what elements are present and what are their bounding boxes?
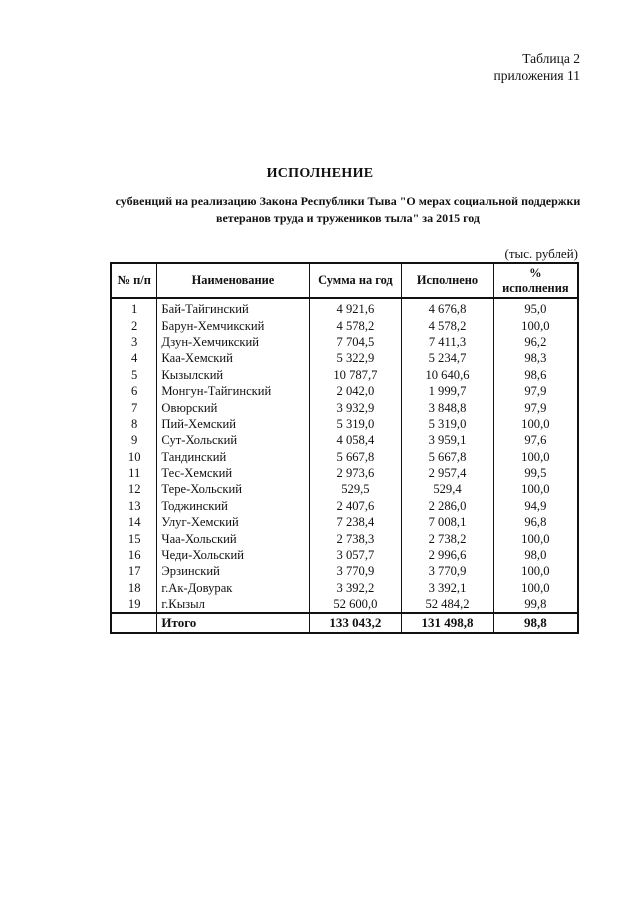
table-row [111,298,578,317]
execution-percent: 98,3 [493,350,578,366]
header-num: № п/п [111,263,157,298]
table-row [111,449,578,465]
row-number: 13 [111,498,157,514]
executed-amount: 7 008,1 [402,514,493,530]
execution-percent: 98,6 [493,367,578,383]
table-row [111,563,578,579]
row-number: 9 [111,432,157,448]
subtitle-line-2: ветеранов труда и тружеников тыла" за 2015 год [216,211,480,225]
table-row [111,547,578,563]
annual-amount: 7 238,4 [309,514,402,530]
annual-amount: 2 738,3 [309,530,402,546]
total-row [111,613,578,633]
district-name: Сут-Хольский [157,432,309,448]
district-name: Дзун-Хемчикский [157,334,309,350]
document-title: ИСПОЛНЕНИЕ [266,166,374,181]
units-note: (тыс. рублей) [504,246,578,261]
annual-amount: 4 921,6 [309,298,402,317]
table-body [111,298,578,613]
district-name: г.Кызыл [157,596,309,613]
table-row [111,514,578,530]
executed-amount: 3 770,9 [402,563,493,579]
executed-amount: 2 996,6 [402,547,493,563]
district-name: г.Ак-Довурак [157,580,309,596]
table-row [111,416,578,432]
district-name: Барун-Хемчикский [157,317,309,333]
execution-percent: 95,0 [493,298,578,317]
table-reference: Таблица 2 [522,51,580,66]
execution-percent: 96,2 [493,334,578,350]
row-number: 3 [111,334,157,350]
row-number: 15 [111,530,157,546]
row-number: 4 [111,350,157,366]
district-name: Пий-Хемский [157,416,309,432]
table-row [111,367,578,383]
row-number: 18 [111,580,157,596]
row-number: 7 [111,399,157,415]
annual-amount: 5 667,8 [309,449,402,465]
execution-percent: 100,0 [493,317,578,333]
table-row [111,334,578,350]
appendix-reference: приложения 11 [493,68,580,83]
execution-percent: 100,0 [493,580,578,596]
executed-amount: 52 484,2 [402,596,493,613]
district-name: Каа-Хемский [157,350,309,366]
table-row [111,465,578,481]
row-number: 10 [111,449,157,465]
execution-percent: 97,9 [493,383,578,399]
row-number: 17 [111,563,157,579]
table-header [111,263,578,298]
row-number: 14 [111,514,157,530]
annual-amount: 3 392,2 [309,580,402,596]
execution-table [110,262,579,634]
document-reference [493,50,580,84]
table-row [111,530,578,546]
execution-percent: 100,0 [493,416,578,432]
execution-percent: 98,0 [493,547,578,563]
district-name: Улуг-Хемский [157,514,309,530]
document-subtitle [110,193,586,227]
annual-amount: 5 322,9 [309,350,402,366]
district-name: Тес-Хемский [157,465,309,481]
header-name: Наименование [157,263,309,298]
executed-amount: 2 738,2 [402,530,493,546]
executed-amount: 1 999,7 [402,383,493,399]
subtitle-line-1: субвенций на реализацию Закона Республики Тыва "О мерах социальной поддержки [115,194,581,208]
executed-amount: 5 319,0 [402,416,493,432]
annual-amount: 5 319,0 [309,416,402,432]
header-pct-label: исполнения [502,280,569,295]
table-row [111,596,578,613]
table-footer [111,613,578,633]
district-name: Бай-Тайгинский [157,298,309,317]
executed-amount: 4 676,8 [402,298,493,317]
table-row [111,399,578,415]
district-name: Монгун-Тайгинский [157,383,309,399]
table-row [111,580,578,596]
annual-amount: 2 407,6 [309,498,402,514]
annual-amount: 3 057,7 [309,547,402,563]
executed-amount: 4 578,2 [402,317,493,333]
total-num-cell [111,613,157,633]
annual-amount: 2 973,6 [309,465,402,481]
row-number: 2 [111,317,157,333]
row-number: 19 [111,596,157,613]
execution-percent: 100,0 [493,563,578,579]
row-number: 12 [111,481,157,497]
header-pct [493,263,578,298]
row-number: 11 [111,465,157,481]
execution-percent: 97,6 [493,432,578,448]
district-name: Кызылский [157,367,309,383]
table-row [111,481,578,497]
table-row [111,317,578,333]
executed-amount: 529,4 [402,481,493,497]
annual-amount: 4 058,4 [309,432,402,448]
total-done: 131 498,8 [402,613,493,633]
executed-amount: 10 640,6 [402,367,493,383]
executed-amount: 3 848,8 [402,399,493,415]
district-name: Тандинский [157,449,309,465]
executed-amount: 3 392,1 [402,580,493,596]
district-name: Чеди-Хольский [157,547,309,563]
row-number: 1 [111,298,157,317]
execution-percent: 100,0 [493,449,578,465]
header-done: Исполнено [402,263,493,298]
district-name: Чаа-Хольский [157,530,309,546]
total-pct: 98,8 [493,613,578,633]
table-row [111,498,578,514]
annual-amount: 529,5 [309,481,402,497]
annual-amount: 52 600,0 [309,596,402,613]
district-name: Тоджинский [157,498,309,514]
executed-amount: 5 234,7 [402,350,493,366]
total-label: Итого [157,613,309,633]
district-name: Овюрский [157,399,309,415]
annual-amount: 3 932,9 [309,399,402,415]
header-plan: Сумма на год [309,263,402,298]
execution-percent: 97,9 [493,399,578,415]
table-row [111,350,578,366]
annual-amount: 2 042,0 [309,383,402,399]
table-row [111,383,578,399]
executed-amount: 5 667,8 [402,449,493,465]
annual-amount: 7 704,5 [309,334,402,350]
row-number: 8 [111,416,157,432]
table-row [111,432,578,448]
header-row [111,263,578,298]
row-number: 16 [111,547,157,563]
annual-amount: 4 578,2 [309,317,402,333]
row-number: 6 [111,383,157,399]
row-number: 5 [111,367,157,383]
executed-amount: 7 411,3 [402,334,493,350]
district-name: Эрзинский [157,563,309,579]
executed-amount: 2 957,4 [402,465,493,481]
total-plan: 133 043,2 [309,613,402,633]
district-name: Тере-Хольский [157,481,309,497]
execution-percent: 100,0 [493,481,578,497]
executed-amount: 3 959,1 [402,432,493,448]
execution-percent: 94,9 [493,498,578,514]
header-pct-symbol: % [529,265,542,280]
annual-amount: 3 770,9 [309,563,402,579]
execution-percent: 99,5 [493,465,578,481]
annual-amount: 10 787,7 [309,367,402,383]
execution-percent: 96,8 [493,514,578,530]
executed-amount: 2 286,0 [402,498,493,514]
execution-percent: 100,0 [493,530,578,546]
execution-percent: 99,8 [493,596,578,613]
